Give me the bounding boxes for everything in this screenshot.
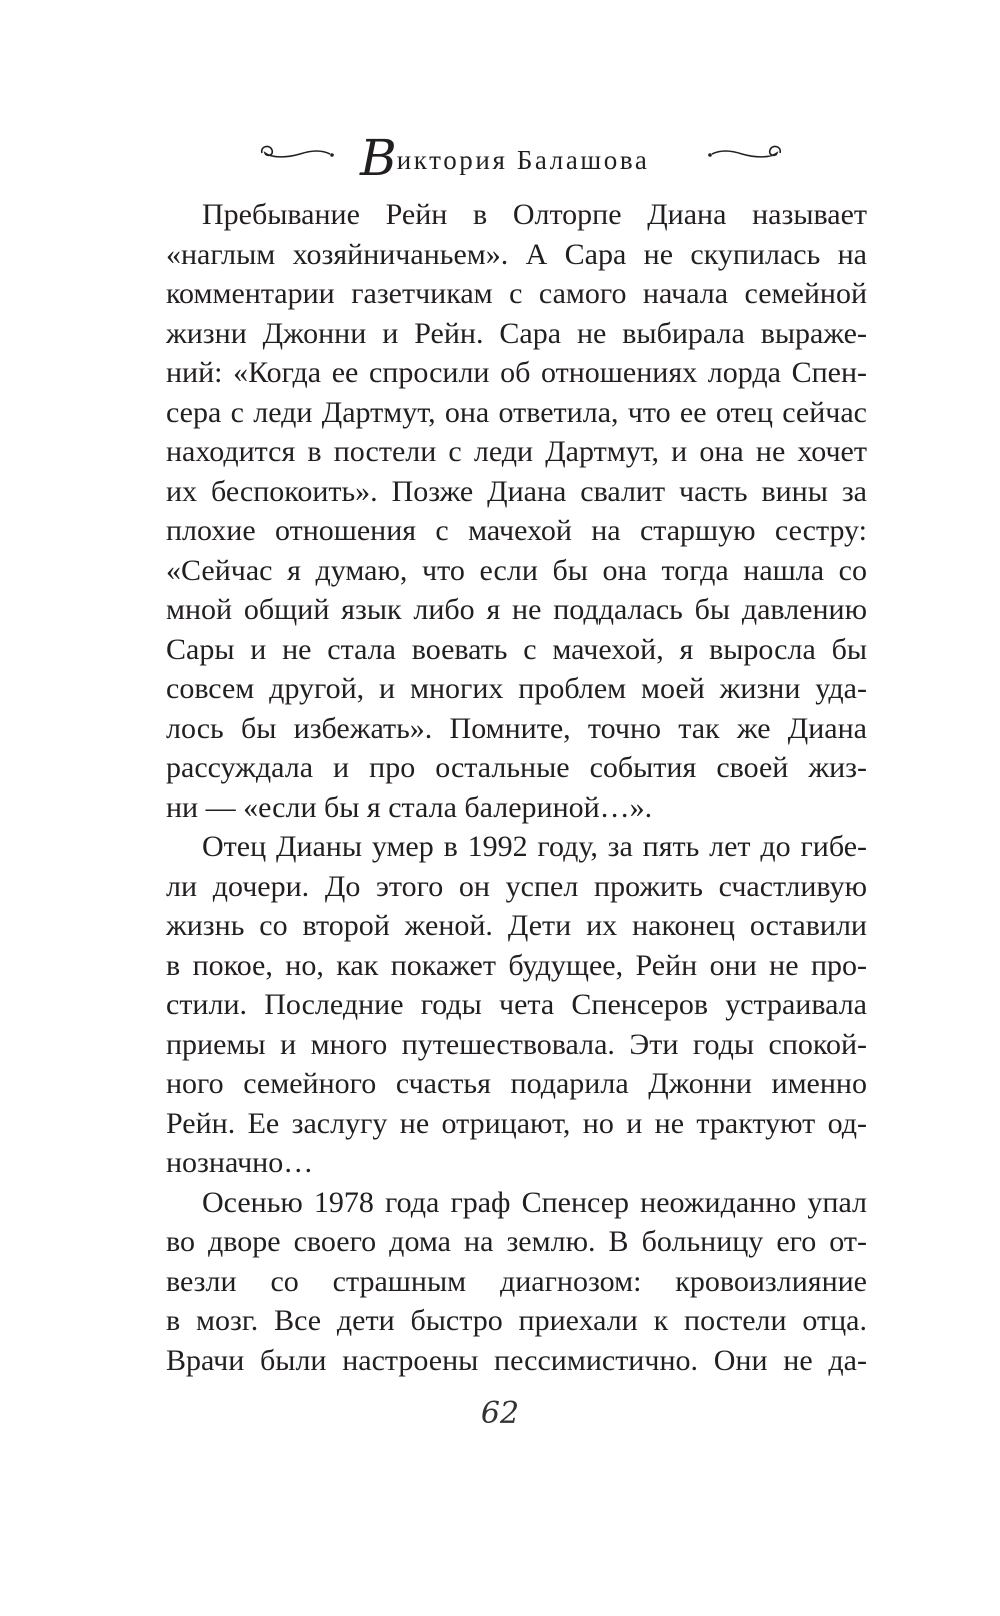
text-line: нозначно… [166, 1146, 314, 1179]
text-line: ли дочери. До этого он успел прожить счастливую [166, 869, 867, 903]
text-line: «Сейчас я думаю, что если бы она тогда нашла со [166, 553, 867, 587]
text-line: приемы и много путешествовала. Эти годы спокой- [166, 1027, 867, 1061]
text-line: находится в постели с леди Дартмут, и она не хочет [166, 435, 867, 468]
flourish-left-icon [256, 140, 336, 166]
text-line: везли со страшным диагнозом: кровоизлияние [166, 1264, 867, 1298]
text-line: Рейн. Ее заслугу не отрицают, но и не трактуют од- [166, 1106, 867, 1140]
text-line: в покое, но, как покажет будущее, Рейн они не про- [166, 948, 867, 982]
text-line: Пребывание Рейн в Олторпе Диана называет [202, 198, 867, 231]
text-line: мной общий язык либо я не поддалась бы давлению [166, 593, 867, 626]
text-line: во дворе своего дома на землю. В больницу его от- [166, 1225, 867, 1258]
text-line: ни — «если бы я стала балериной…». [166, 790, 653, 824]
text-line: сера с леди Дартмут, она ответила, что ее отец сейчас [166, 395, 867, 429]
title-initial: В [360, 129, 397, 187]
text-line: ного семейного счастья подарила Джонни именно [166, 1067, 867, 1100]
text-line: ний: «Когда ее спросили об отношениях лорда Спен- [166, 356, 867, 389]
text-line: плохие отношения с мачехой на старшую сестру: [166, 514, 867, 547]
text-line: в мозг. Все дети быстро приехали к постели отца. [166, 1304, 867, 1337]
running-title [360, 118, 690, 188]
text-line: Сары и не стала воевать с мачехой, я выросла бы [166, 632, 867, 666]
author-name: иктория Балашова [396, 145, 650, 175]
page-number: 62 [480, 1396, 520, 1431]
text-line: Отец Дианы умер в 1992 году, за пять лет до гибе- [202, 830, 867, 863]
text-line: лось бы избежать». Помните, точно так же Диана [166, 711, 867, 745]
text-line: жизнь со второй женой. Дети их наконец оставили [166, 909, 867, 942]
running-header [0, 118, 1000, 188]
text-line: «наглым хозяйничаньем». А Сара не скупилась на [166, 237, 867, 271]
text-line: комментарии газетчикам с самого начала семейной [166, 277, 867, 310]
text-line: рассуждала и про остальные события своей жиз- [166, 751, 867, 784]
body-text [166, 195, 867, 1380]
text-line: совсем другой, и многих проблем моей жизни уда- [166, 672, 867, 705]
flourish-right-icon [706, 140, 786, 166]
text-line: их беспокоить». Позже Диана свалит часть вины за [166, 474, 867, 508]
text-line: Врачи были настроены пессимистично. Они не да- [166, 1343, 867, 1377]
text-line: жизни Джонни и Рейн. Сара не выбирала выраже- [166, 316, 867, 350]
text-line: Осенью 1978 года граф Спенсер неожиданно упал [202, 1185, 867, 1219]
text-line: стили. Последние годы чета Спенсеров устраивала [166, 988, 867, 1021]
